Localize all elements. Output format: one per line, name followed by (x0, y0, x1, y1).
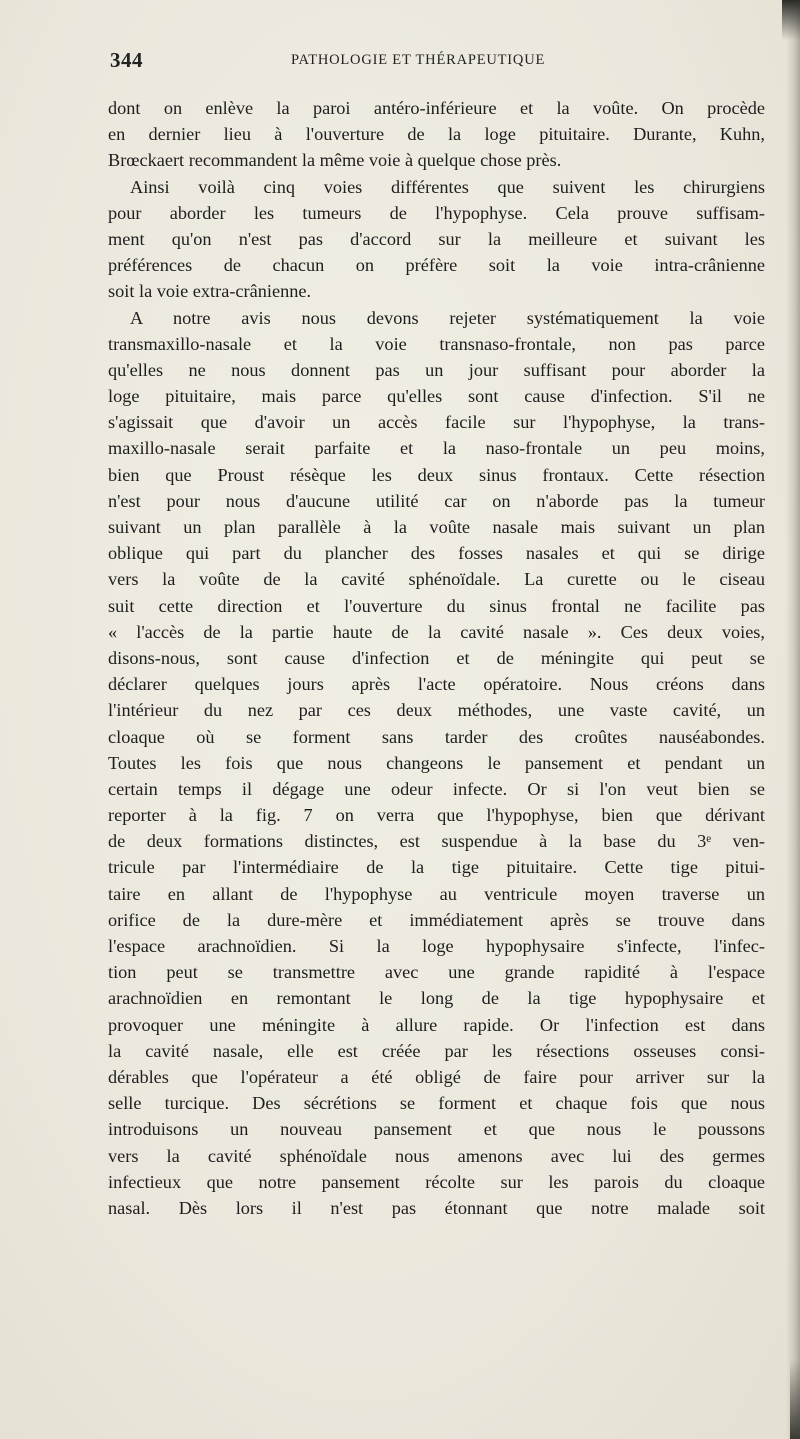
text-line: introduisons un nouveau pansement et que nous le poussons (108, 1119, 765, 1140)
text-line: orifice de la dure-mère et immédiatement après se trouve dans (108, 909, 765, 930)
text-line: pour aborder les tumeurs de l'hypophyse. Cela prouve suffisam- (108, 202, 765, 223)
text-line: s'agissait que d'avoir un accès facile sur l'hypophyse, la trans- (108, 412, 765, 433)
text-line: transmaxillo-nasale et la voie transnaso-frontale, non pas parce (108, 333, 765, 354)
text-line: maxillo-nasale serait parfaite et la naso-frontale un peu moins, (108, 438, 765, 459)
text-line: arachnoïdien en remontant le long de la tige hypophysaire et (108, 988, 765, 1009)
text-line: bien que Proust résèque les deux sinus frontaux. Cette résection (108, 464, 765, 485)
text-line: dont on enlève la paroi antéro-inférieure et la voûte. On procède (108, 98, 765, 118)
text-line: de deux formations distinctes, est suspendue à la base du 3ᵉ ven- (108, 831, 765, 852)
text-line: déclarer quelques jours après l'acte opératoire. Nous créons dans (108, 674, 765, 695)
text-line: Ainsi voilà cinq voies différentes que suivent les chirurgiens (130, 176, 765, 197)
text-line: cloaque où se forment sans tarder des croûtes nauséabondes. (108, 726, 765, 747)
text-line: certain temps il dégage une odeur infecte. Or si l'on veut bien se (108, 778, 765, 799)
text-line: tricule par l'intermédiaire de la tige pituitaire. Cette tige pitui- (108, 857, 765, 878)
text-line: soit la voie extra-crânienne. (108, 281, 312, 302)
body-text (108, 95, 765, 1221)
text-line: Brœckaert recommandent la même voie à quelque chose près. (108, 150, 562, 171)
text-line: l'espace arachnoïdien. Si la loge hypophysaire s'infecte, l'infec- (108, 936, 765, 956)
text-line: qu'elles ne nous donnent pas un jour suffisant pour aborder la (108, 359, 765, 380)
text-line: dérables que l'opérateur a été obligé de faire pour arriver sur la (108, 1066, 765, 1087)
text-line: suivant un plan parallèle à la voûte nasale mais suivant un plan (108, 517, 765, 537)
page-corner-shadow (782, 0, 800, 40)
text-line: nasal. Dès lors il n'est pas étonnant que notre malade soit (108, 1197, 765, 1218)
text-line: A notre avis nous devons rejeter systématiquement la voie (130, 307, 765, 328)
page-header (110, 48, 765, 78)
text-line: préférences de chacun on préfère soit la voie intra-crânienne (108, 255, 765, 276)
text-line: Toutes les fois que nous changeons le pansement et pendant un (108, 752, 765, 773)
text-line: infectieux que notre pansement récolte sur les parois du cloaque (108, 1171, 765, 1192)
page-number: 344 (110, 48, 143, 72)
text-line: ment qu'on n'est pas d'accord sur la meilleure et suivant les (108, 228, 765, 249)
text-line: loge pituitaire, mais parce qu'elles sont cause d'infection. S'il ne (108, 386, 765, 407)
text-line: selle turcique. Des sécrétions se forment et chaque fois que nous (108, 1093, 765, 1114)
text-line: taire en allant de l'hypophyse au ventricule moyen traverse un (108, 883, 765, 904)
text-line: tion peut se transmettre avec une grande rapidité à l'espace (108, 962, 765, 983)
text-line: oblique qui part du plancher des fosses nasales et qui se dirige (108, 543, 765, 564)
text-line: vers la cavité sphénoïdale nous amenons avec lui des germes (108, 1145, 765, 1166)
running-title: PATHOLOGIE ET THÉRAPEUTIQUE (291, 52, 546, 68)
text-line: la cavité nasale, elle est créée par les résections osseuses consi- (108, 1040, 765, 1061)
text-line: reporter à la fig. 7 on verra que l'hypophyse, bien que dérivant (108, 805, 765, 826)
text-line: l'intérieur du nez par ces deux méthodes, une vaste cavité, un (108, 700, 765, 721)
text-line: « l'accès de la partie haute de la cavité nasale ». Ces deux voies, (108, 621, 765, 642)
text-line: provoquer une méningite à allure rapide. Or l'infection est dans (108, 1014, 765, 1035)
page-bottom-shadow (790, 1359, 800, 1439)
page-edge-shadow (786, 0, 800, 1439)
text-line: vers la voûte de la cavité sphénoïdale. La curette ou le ciseau (108, 569, 765, 590)
text-line: disons-nous, sont cause d'infection et de méningite qui peut se (108, 647, 765, 668)
text-line: suit cette direction et l'ouverture du sinus frontal ne facilite pas (108, 595, 765, 616)
text-line: en dernier lieu à l'ouverture de la loge pituitaire. Durante, Kuhn, (108, 124, 765, 145)
text-line: n'est pour nous d'aucune utilité car on n'aborde pas la tumeur (108, 490, 765, 511)
